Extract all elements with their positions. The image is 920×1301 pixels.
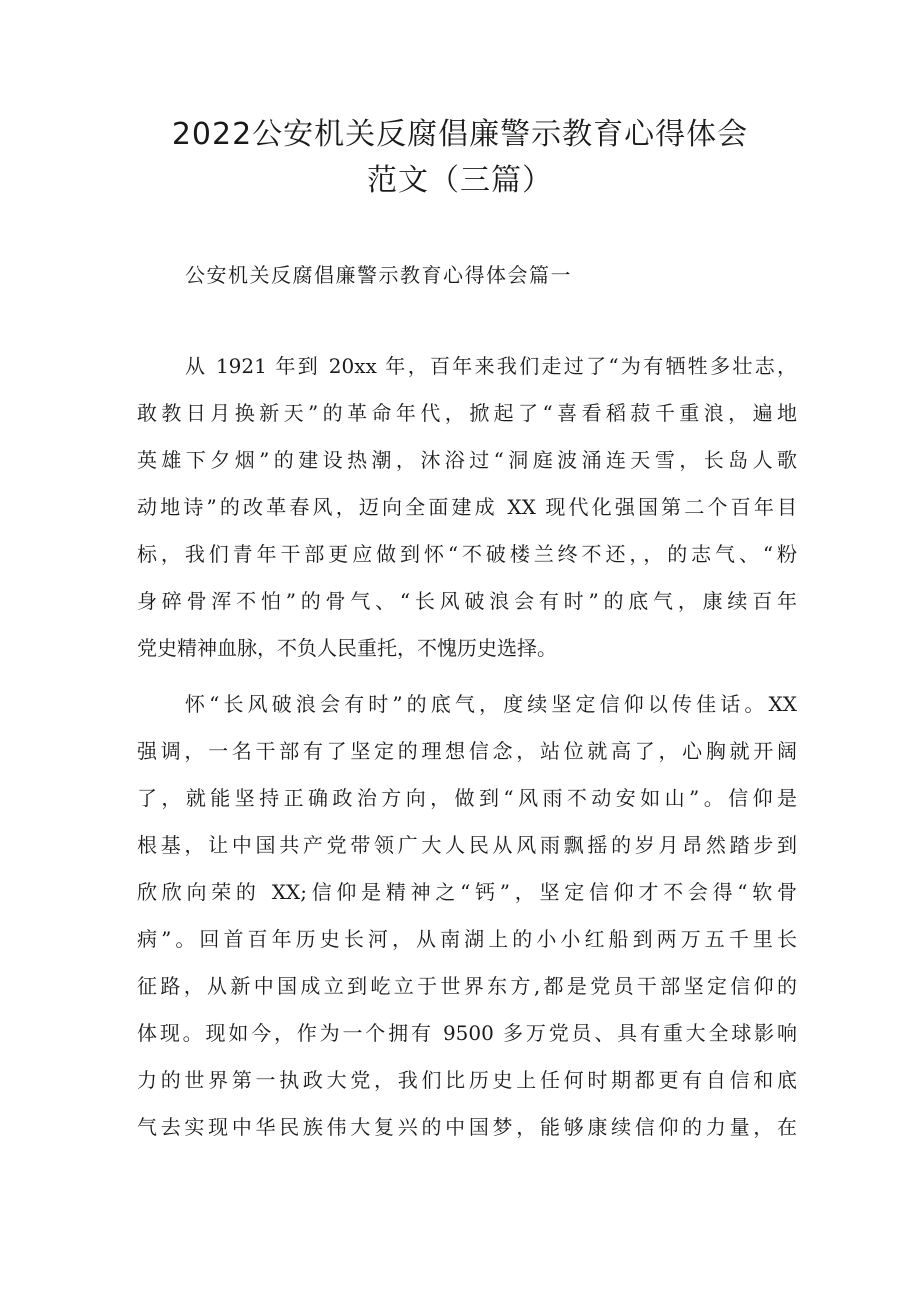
paragraph-1-line: 身碎骨浑不怕”的骨气、“长风破浪会有时”的底气，康续百年 bbox=[137, 589, 797, 613]
paragraph-2-line: 怀“长风破浪会有时”的底气，度续坚定信仰以传佳话。XX bbox=[185, 692, 797, 716]
paragraph-2-line: 了，就能坚持正确政治方向，做到“风雨不动安如山”。信仰是 bbox=[137, 786, 797, 810]
paragraph-1-line: 敢教日月换新天”的革命年代，掀起了“喜看稻菽千重浪，遍地 bbox=[137, 401, 797, 425]
paragraph-2-line: 体现。现如今，作为一个拥有 9500 多万党员、具有重大全球影响 bbox=[137, 1021, 797, 1045]
paragraph-2-line: 气去实现中华民族伟大复兴的中国梦，能够康续信仰的力量，在 bbox=[137, 1115, 797, 1139]
paragraph-1-line: 从 1921 年到 20xx 年，百年来我们走过了“为有牺牲多壮志， bbox=[185, 354, 797, 378]
paragraph-1-line: 标，我们青年干部更应做到怀“不破楼兰终不还，，的志气、“粉 bbox=[137, 542, 797, 566]
section-heading: 公安机关反腐倡廉警示教育心得体会篇一 bbox=[185, 263, 572, 287]
paragraph-2-line: 力的世界第一执政大党，我们比历史上任何时期都更有自信和底 bbox=[137, 1068, 797, 1092]
paragraph-2-line: 征路，从新中国成立到屹立于世界东方,都是党员干部坚定信仰的 bbox=[137, 974, 797, 998]
paragraph-2-line: 病”。回首百年历史长河，从南湖上的小小红船到两万五千里长 bbox=[137, 927, 797, 951]
paragraph-2-line: 根基，让中国共产党带领广大人民从风雨飘摇的岁月昂然踏步到 bbox=[137, 833, 797, 857]
paragraph-2-line: 强调，一名干部有了坚定的理想信念，站位就高了，心胸就开阔 bbox=[137, 739, 797, 763]
paragraph-1-line: 党史精神血脉，不负人民重托，不愧历史选择。 bbox=[137, 636, 557, 660]
paragraph-1-line: 英雄下夕烟”的建设热潮，沐浴过“洞庭波涌连天雪，长岛人歌 bbox=[137, 448, 797, 472]
document-title-line-2: 范文（三篇） bbox=[367, 163, 553, 198]
paragraph-1-line: 动地诗”的改革春风，迈向全面建成 XX 现代化强国第二个百年目 bbox=[137, 495, 797, 519]
paragraph-2-line: 欣欣向荣的 XX;信仰是精神之“钙”，坚定信仰才不会得“软骨 bbox=[137, 880, 797, 904]
document-title-line-1: 2022公安机关反腐倡廉警示教育心得体会 bbox=[171, 117, 749, 152]
